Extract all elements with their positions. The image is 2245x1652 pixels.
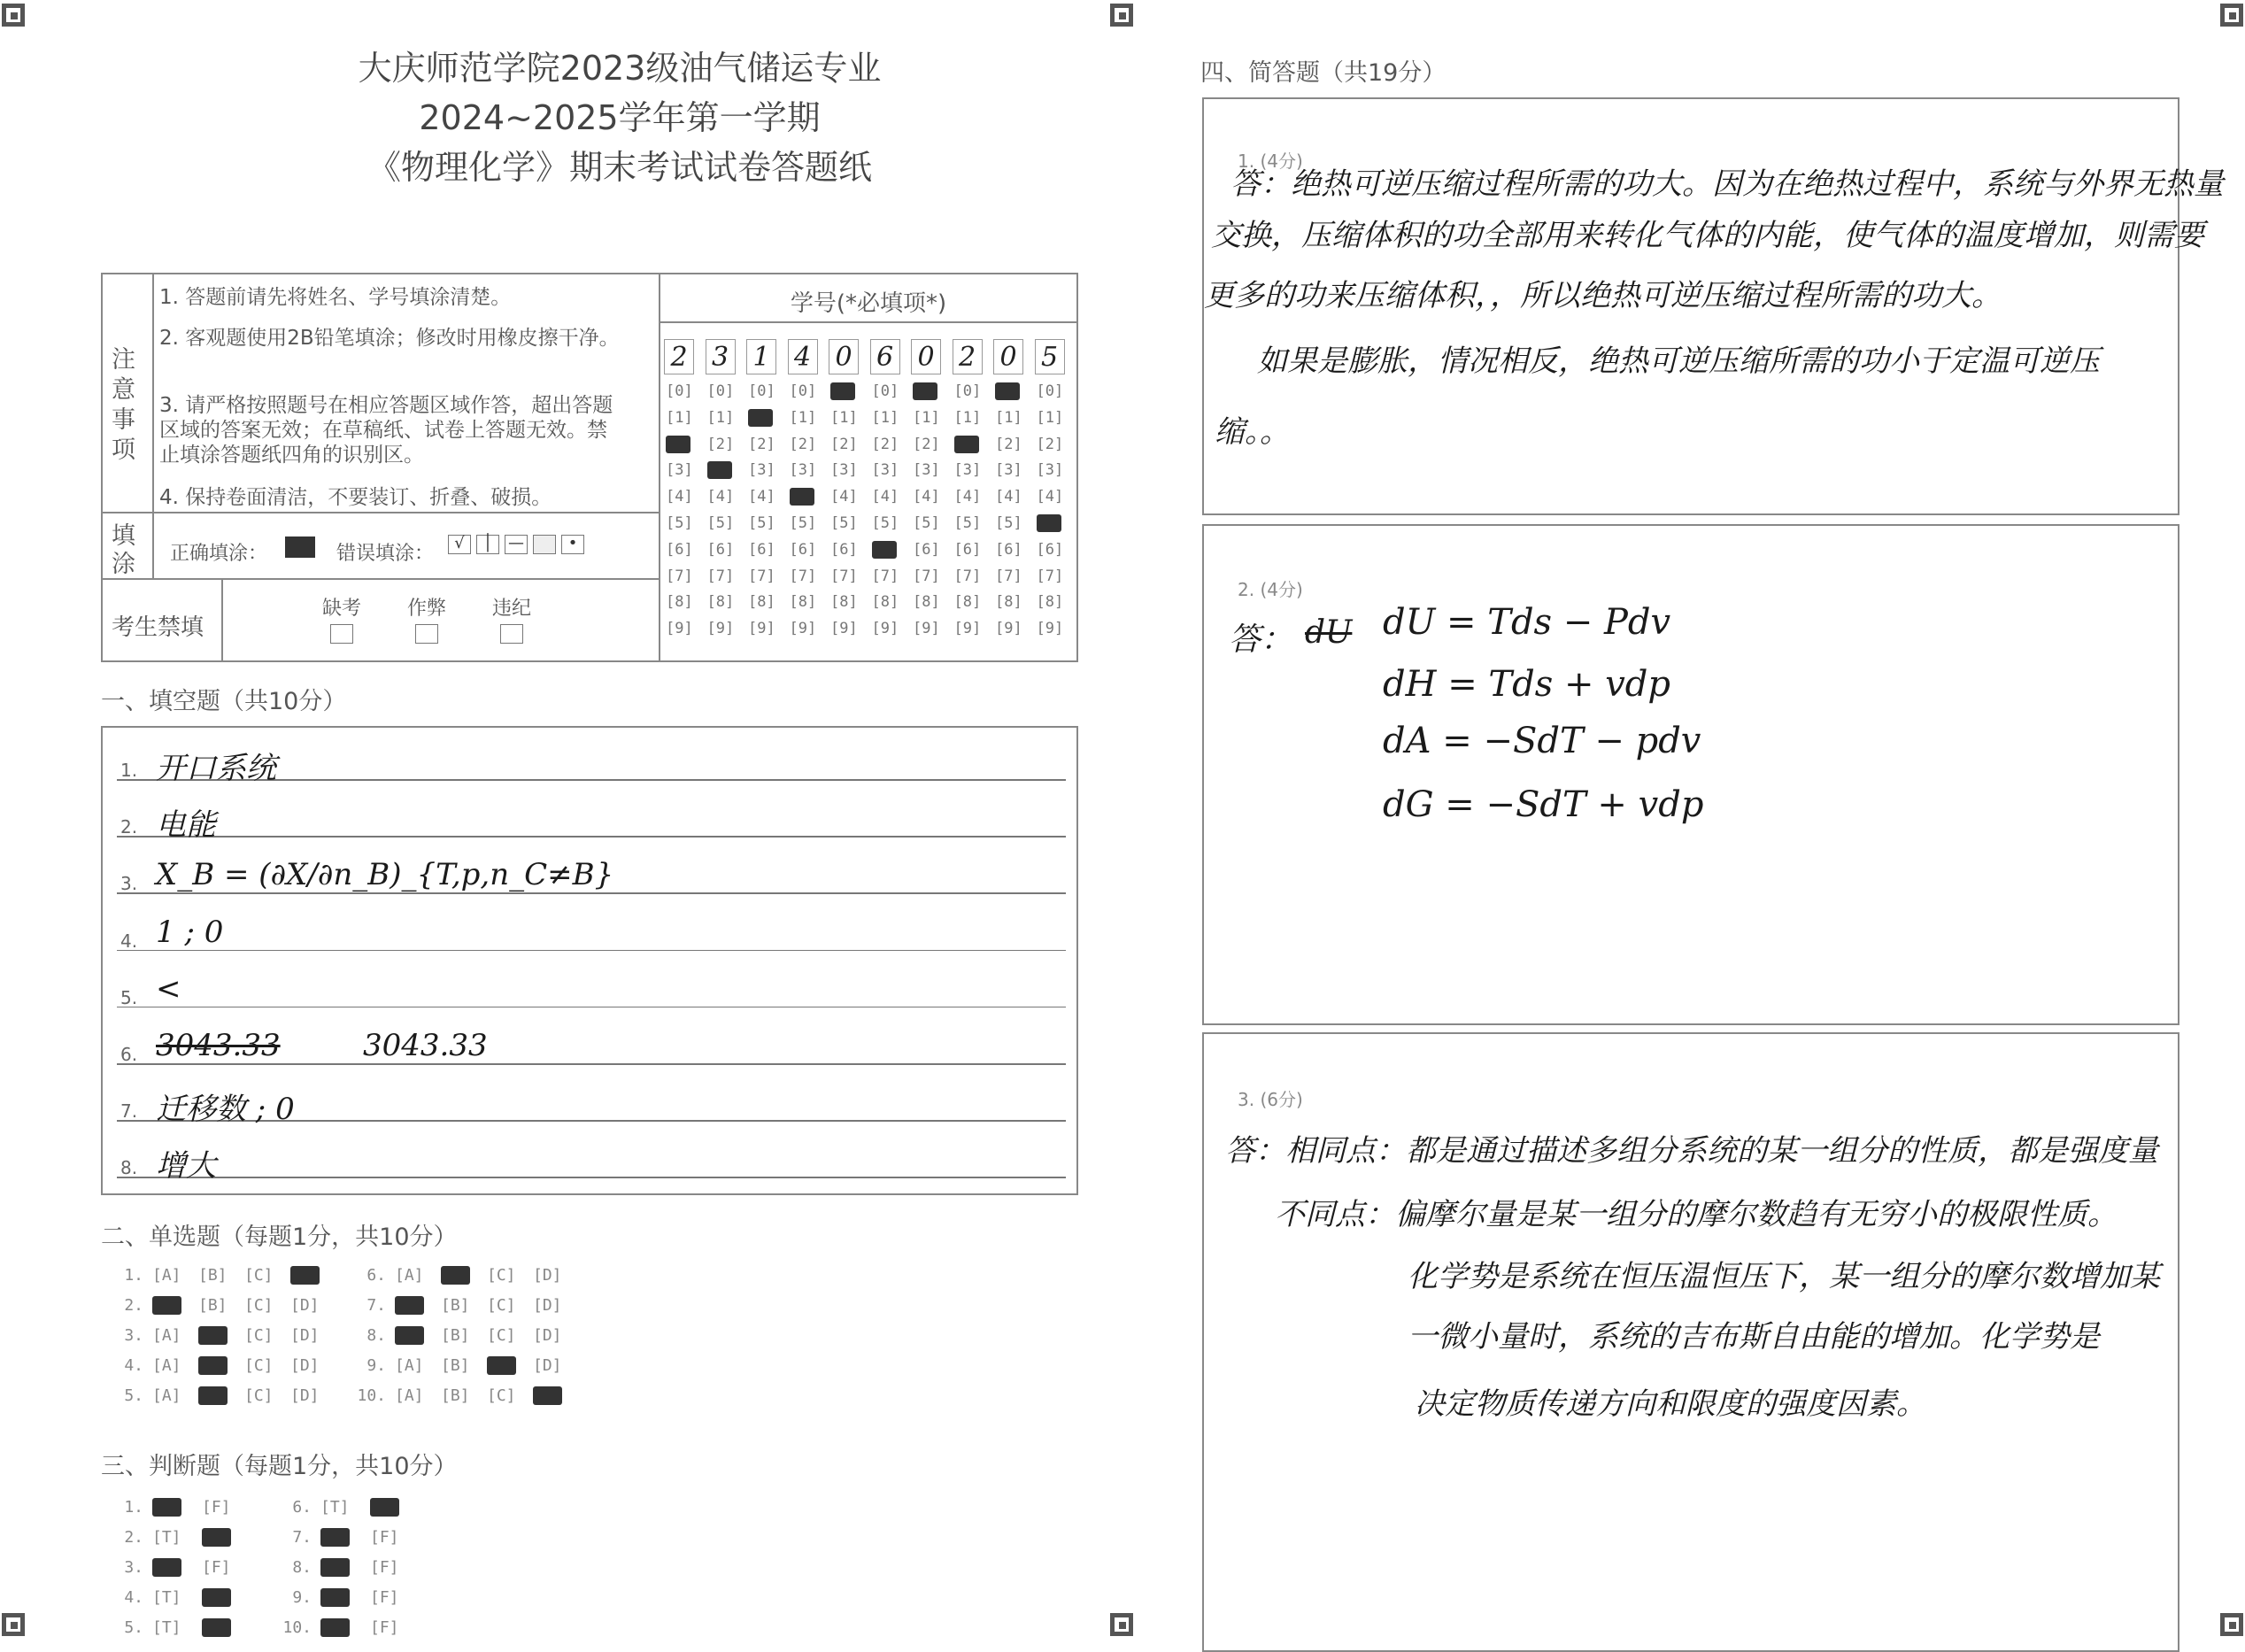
choice-bubble[interactable]: [F] <box>370 1618 399 1637</box>
student-id-bubble[interactable] <box>1037 514 1061 532</box>
student-id-bubble[interactable]: [1] <box>953 408 982 427</box>
q3-line-4: 一微小量时，系统的吉布斯自由能的增加。化学势是 <box>1408 1319 2100 1355</box>
answer-line <box>117 950 1066 952</box>
student-id-digit: 3 <box>706 339 736 374</box>
answer-line <box>117 892 1066 894</box>
q2-answer-box <box>1202 524 2179 1025</box>
student-id-bubble[interactable]: [4] <box>953 488 982 506</box>
student-id-bubble[interactable]: [3] <box>871 461 899 480</box>
choice-bubble[interactable]: [C] <box>487 1266 516 1285</box>
section1-title: 一、填空题（共10分） <box>101 688 347 715</box>
q3-label: 3. (6分) <box>1238 1089 1303 1110</box>
student-id-bubble[interactable]: [5] <box>748 514 775 532</box>
question-number: 6. <box>292 1498 312 1517</box>
question-number: 4. <box>124 1356 143 1375</box>
exam-title-line1: 大庆师范学院2023级油气储运专业 <box>358 49 882 88</box>
choice-bubble[interactable]: [D] <box>533 1326 562 1345</box>
student-id-bubble[interactable]: [3] <box>789 461 817 480</box>
student-id-digit: 1 <box>746 339 776 374</box>
question-number: 9. <box>366 1356 386 1375</box>
question-number: 3. <box>120 873 138 895</box>
student-id-bubble[interactable]: [0] <box>666 382 693 400</box>
answer-line <box>117 1007 1066 1008</box>
fill-in-answer: 迁移数 ; 0 <box>156 1092 295 1128</box>
question-number: 8. <box>292 1558 312 1577</box>
student-id-bubble[interactable] <box>872 541 897 559</box>
student-id-bubble[interactable]: [9] <box>953 620 982 638</box>
choice-bubble[interactable] <box>320 1528 350 1547</box>
student-id-bubble[interactable]: [6] <box>789 540 817 559</box>
choice-bubble[interactable] <box>487 1356 516 1375</box>
student-id-bubble[interactable]: [8] <box>1036 593 1064 612</box>
choice-bubble[interactable] <box>395 1296 424 1315</box>
student-id-bubble[interactable]: [3] <box>748 461 775 480</box>
student-id-bubble[interactable]: [1] <box>995 408 1022 427</box>
q3-line-1: 答：相同点：都是通过描述多组分系统的某一组分的性质，都是强度量 <box>1225 1133 2158 1169</box>
q1-line-1: 答：绝热可逆压缩过程所需的功大。因为在绝热过程中，系统与外界无热量 <box>1231 166 2224 202</box>
choice-bubble[interactable] <box>152 1498 181 1517</box>
q2-eq-2: dH = Tds + vdp <box>1383 664 1670 705</box>
student-id-bubble[interactable]: [6] <box>1036 540 1064 559</box>
exam-title-line2: 2024~2025学年第一学期 <box>419 98 821 137</box>
registration-mark <box>1110 1613 1133 1636</box>
student-id-bubble[interactable]: [2] <box>995 435 1022 453</box>
student-id-bubble[interactable]: [6] <box>953 540 982 559</box>
student-id-bubble[interactable]: [1] <box>789 408 817 427</box>
choice-bubble[interactable]: [C] <box>487 1386 516 1405</box>
choice-bubble[interactable] <box>202 1618 231 1637</box>
choice-bubble[interactable]: [F] <box>202 1558 231 1577</box>
student-id-bubble[interactable]: [9] <box>748 620 775 638</box>
student-id-bubble[interactable]: [5] <box>913 514 940 532</box>
wrong-fill-label: 错误填涂： <box>336 543 435 565</box>
q3-line-5: 决定物质传递方向和限度的强度因素。 <box>1415 1386 1926 1422</box>
question-number: 8. <box>366 1326 386 1345</box>
choice-bubble[interactable]: [B] <box>198 1266 228 1285</box>
student-id-bubble[interactable] <box>707 461 732 479</box>
student-id-bubble[interactable]: [7] <box>953 567 982 585</box>
question-number: 7. <box>366 1296 386 1315</box>
registration-mark <box>2220 1613 2243 1636</box>
student-id-bubble[interactable]: [9] <box>830 620 858 638</box>
violation-checkbox[interactable] <box>500 624 523 644</box>
notes-label: 注意事项 <box>112 346 135 464</box>
struck-answer: 3043.33 <box>156 1028 281 1063</box>
student-id-digit: 0 <box>911 339 941 374</box>
student-id-bubble[interactable]: [7] <box>1036 567 1064 585</box>
choice-bubble[interactable]: [C] <box>244 1356 274 1375</box>
student-id-bubble[interactable]: [7] <box>748 567 775 585</box>
student-id-bubble[interactable]: [7] <box>830 567 858 585</box>
student-id-bubble[interactable]: [7] <box>789 567 817 585</box>
choice-bubble[interactable]: [A] <box>152 1386 181 1405</box>
q2-eq-1: dU = Tds − Pdv <box>1383 602 1671 643</box>
question-number: 3. <box>124 1558 143 1577</box>
student-id-bubble[interactable]: [1] <box>666 408 693 427</box>
choice-bubble[interactable] <box>395 1326 424 1345</box>
student-id-bubble[interactable]: [9] <box>913 620 940 638</box>
student-id-bubble[interactable]: [3] <box>1036 461 1064 480</box>
choice-bubble[interactable]: [F] <box>202 1498 231 1517</box>
choice-bubble[interactable] <box>198 1356 228 1375</box>
choice-bubble[interactable]: [B] <box>441 1326 470 1345</box>
student-id-bubble[interactable]: [9] <box>995 620 1022 638</box>
choice-bubble[interactable] <box>202 1588 231 1607</box>
choice-bubble[interactable] <box>441 1266 470 1285</box>
student-id-bubble[interactable]: [4] <box>1036 488 1064 506</box>
student-id-digit: 2 <box>664 339 694 374</box>
choice-bubble[interactable] <box>152 1558 181 1577</box>
student-id-bubble[interactable]: [8] <box>748 593 775 612</box>
choice-bubble[interactable]: [D] <box>533 1356 562 1375</box>
student-id-bubble[interactable]: [8] <box>995 593 1022 612</box>
choice-bubble[interactable]: [A] <box>395 1356 424 1375</box>
choice-bubble[interactable] <box>198 1326 228 1345</box>
student-id-bubble[interactable]: [3] <box>913 461 940 480</box>
q2-prefix: 答： <box>1229 621 1293 658</box>
student-id-bubble[interactable]: [5] <box>995 514 1022 532</box>
fill-in-answer: 3043.33 <box>363 1028 488 1063</box>
student-id-bubble[interactable]: [8] <box>789 593 817 612</box>
choice-bubble[interactable]: [D] <box>290 1356 320 1375</box>
q1-line-2: 交换，压缩体积的功全部用来转化气体的内能，使气体的温度增加，则需要 <box>1211 218 2204 253</box>
student-id-bubble[interactable]: [8] <box>871 593 899 612</box>
choice-bubble[interactable]: [C] <box>487 1296 516 1315</box>
question-number: 1. <box>124 1498 143 1517</box>
fill-in-answer: X_B = (∂X/∂n_B)_{T,p,n_C≠B} <box>156 857 614 893</box>
student-id-bubble[interactable]: [3] <box>666 461 693 480</box>
student-id-bubble[interactable]: [9] <box>789 620 817 638</box>
choice-bubble[interactable]: [D] <box>290 1296 320 1315</box>
student-id-bubble[interactable] <box>995 382 1020 400</box>
question-number: 2. <box>124 1528 143 1547</box>
student-id-bubble[interactable]: [2] <box>913 435 940 453</box>
student-id-bubble[interactable]: [6] <box>995 540 1022 559</box>
q1-label: 1. (4分) <box>1238 151 1303 172</box>
choice-bubble[interactable]: [D] <box>290 1326 320 1345</box>
student-id-bubble[interactable]: [0] <box>789 382 817 400</box>
answer-line <box>117 1177 1066 1178</box>
student-id-label: 学号(*必填项*) <box>790 290 947 317</box>
student-id-bubble[interactable]: [7] <box>666 567 693 585</box>
student-id-bubble[interactable]: [4] <box>830 488 858 506</box>
student-id-bubble[interactable]: [0] <box>953 382 982 400</box>
q1-line-4: 如果是膨胀，情况相反，绝热可逆压缩所需的功小于定温可逆压 <box>1257 344 2100 379</box>
student-id-bubble[interactable]: [5] <box>789 514 817 532</box>
student-id-bubble[interactable] <box>748 409 773 427</box>
choice-bubble[interactable]: [C] <box>244 1326 274 1345</box>
student-id-bubble[interactable]: [9] <box>1036 620 1064 638</box>
answer-line <box>117 836 1066 838</box>
wrong-fill-samples: √ │ — • <box>448 535 590 554</box>
fill-in-answer: 电能 <box>156 807 216 844</box>
fill-in-answer: 1 ; 0 <box>156 914 224 950</box>
student-id-bubble[interactable]: [0] <box>748 382 775 400</box>
student-id-bubble[interactable]: [4] <box>706 488 735 506</box>
choice-bubble[interactable]: [B] <box>441 1296 470 1315</box>
question-number: 5. <box>124 1618 143 1637</box>
student-id-bubble[interactable]: [5] <box>706 514 735 532</box>
choice-bubble[interactable] <box>320 1558 350 1577</box>
student-id-digit: 0 <box>993 339 1023 374</box>
student-id-bubble[interactable]: [8] <box>953 593 982 612</box>
fill-in-answer: 开口系统 <box>156 751 276 786</box>
student-id-bubble[interactable]: [6] <box>913 540 940 559</box>
choice-bubble[interactable] <box>320 1618 350 1637</box>
choice-bubble[interactable]: [F] <box>370 1558 399 1577</box>
registration-mark <box>2 4 25 27</box>
student-id-bubble[interactable]: [4] <box>995 488 1022 506</box>
student-id-bubble[interactable]: [2] <box>871 435 899 453</box>
student-id-bubble[interactable]: [2] <box>789 435 817 453</box>
choice-bubble[interactable] <box>290 1266 320 1285</box>
q1-line-5: 缩。。 <box>1215 414 1290 450</box>
note-item-2: 2. 客观题使用2B铅笔填涂；修改时用橡皮擦干净。 <box>159 327 620 350</box>
student-id-bubble[interactable]: [4] <box>666 488 693 506</box>
student-id-bubble[interactable] <box>830 382 855 400</box>
student-id-bubble[interactable]: [8] <box>666 593 693 612</box>
student-id-bubble[interactable]: [2] <box>748 435 775 453</box>
question-number: 3. <box>124 1326 143 1345</box>
student-id-bubble[interactable]: [3] <box>995 461 1022 480</box>
choice-bubble[interactable] <box>152 1296 181 1315</box>
choice-bubble[interactable]: [B] <box>441 1386 470 1405</box>
section2-title: 二、单选题（每题1分，共10分） <box>101 1224 458 1251</box>
student-id-bubble[interactable]: [3] <box>830 461 858 480</box>
registration-mark <box>2220 4 2243 27</box>
q2-eq-4: dG = −SdT + vdp <box>1383 784 1704 825</box>
choice-bubble[interactable] <box>320 1588 350 1607</box>
choice-bubble[interactable]: [T] <box>152 1588 181 1607</box>
student-id-bubble[interactable]: [2] <box>706 435 735 453</box>
student-id-bubble[interactable]: [4] <box>871 488 899 506</box>
student-id-bubble[interactable]: [2] <box>1036 435 1064 453</box>
student-id-bubble[interactable]: [6] <box>748 540 775 559</box>
student-id-bubble[interactable]: [0] <box>706 382 735 400</box>
choice-bubble[interactable]: [A] <box>152 1266 181 1285</box>
student-id-bubble[interactable]: [8] <box>830 593 858 612</box>
registration-mark <box>1110 4 1133 27</box>
question-number: 6. <box>366 1266 386 1285</box>
student-id-bubble[interactable]: [5] <box>666 514 693 532</box>
student-id-bubble[interactable]: [4] <box>913 488 940 506</box>
student-id-bubble[interactable]: [6] <box>666 540 693 559</box>
q1-line-3: 更多的功来压缩体积，，所以绝热可逆压缩过程所需的功大。 <box>1204 278 2002 313</box>
student-id-digit: 2 <box>953 339 983 374</box>
note-item-3: 3. 请严格按照题号在相应答题区域作答，超出答题区域的答案无效；在草稿纸、试卷上答题无效。禁止填涂答题纸四角的识别区。 <box>159 394 613 467</box>
student-id-bubble[interactable]: [7] <box>871 567 899 585</box>
student-id-bubble[interactable] <box>666 436 690 453</box>
student-id-bubble[interactable] <box>790 488 814 506</box>
q3-line-3: 化学势是系统在恒压温恒压下，某一组分的摩尔数增加某 <box>1408 1259 2160 1294</box>
question-number: 5. <box>124 1386 143 1405</box>
choice-bubble[interactable]: [D] <box>533 1296 562 1315</box>
choice-bubble[interactable]: [A] <box>152 1326 181 1345</box>
student-id-digit: 6 <box>870 339 900 374</box>
student-id-digit: 5 <box>1035 339 1065 374</box>
question-number: 2. <box>124 1296 143 1315</box>
question-number: 5. <box>120 986 138 1008</box>
student-id-bubble[interactable]: [0] <box>871 382 899 400</box>
forbidden-cheat: 作弊 <box>402 593 451 644</box>
student-id-bubble[interactable]: [5] <box>830 514 858 532</box>
choice-bubble[interactable]: [C] <box>244 1266 274 1285</box>
q2-struck: dU <box>1305 614 1353 651</box>
question-number: 8. <box>120 1157 138 1179</box>
student-id-bubble[interactable]: [1] <box>1036 408 1064 427</box>
choice-bubble[interactable]: [T] <box>320 1498 350 1517</box>
choice-bubble[interactable]: [B] <box>441 1356 470 1375</box>
student-id-bubble[interactable]: [7] <box>913 567 940 585</box>
student-id-digit: 0 <box>829 339 859 374</box>
choice-bubble[interactable]: [C] <box>244 1296 274 1315</box>
q2-eq-3: dA = −SdT − pdv <box>1383 721 1701 761</box>
student-id-bubble[interactable]: [8] <box>913 593 940 612</box>
student-id-bubble[interactable]: [1] <box>830 408 858 427</box>
question-number: 4. <box>120 930 138 952</box>
student-id-bubble[interactable]: [3] <box>953 461 982 480</box>
question-number: 1. <box>124 1266 143 1285</box>
student-id-bubble[interactable] <box>954 436 979 453</box>
choice-bubble[interactable]: [F] <box>370 1528 399 1547</box>
student-id-bubble[interactable]: [4] <box>748 488 775 506</box>
choice-bubble[interactable] <box>198 1386 228 1405</box>
fill-in-answer: 增大 <box>156 1148 216 1185</box>
absent-checkbox[interactable] <box>330 624 353 644</box>
forbidden-label: 考生禁填 <box>112 614 204 641</box>
q3-line-2: 不同点：偏摩尔量是某一组分的摩尔数趋有无穷小的极限性质。 <box>1275 1197 2118 1232</box>
registration-mark <box>2 1613 25 1636</box>
q2-label: 2. (4分) <box>1238 579 1303 600</box>
question-number: 10. <box>357 1386 386 1405</box>
student-id-bubble[interactable]: [1] <box>706 408 735 427</box>
student-id-bubble[interactable]: [9] <box>871 620 899 638</box>
answer-line <box>117 1063 1066 1065</box>
choice-bubble[interactable]: [C] <box>487 1326 516 1345</box>
student-id-digit: 4 <box>788 339 818 374</box>
choice-bubble[interactable]: [D] <box>533 1266 562 1285</box>
student-id-bubble[interactable]: [5] <box>953 514 982 532</box>
question-number: 6. <box>120 1044 138 1065</box>
student-id-bubble[interactable]: [9] <box>706 620 735 638</box>
forbidden-violation: 违纪 <box>487 593 536 644</box>
question-number: 7. <box>292 1528 312 1547</box>
choice-bubble[interactable] <box>370 1498 399 1517</box>
exam-title-line3: 《物理化学》期末考试试卷答题纸 <box>366 148 872 187</box>
student-id-bubble[interactable]: [2] <box>830 435 858 453</box>
question-number: 4. <box>124 1588 143 1607</box>
student-id-bubble[interactable]: [6] <box>706 540 735 559</box>
choice-bubble[interactable] <box>533 1386 562 1405</box>
choice-bubble[interactable]: [C] <box>244 1386 274 1405</box>
fill-label: 填涂 <box>112 522 135 578</box>
question-number: 7. <box>120 1100 138 1123</box>
student-id-bubble[interactable]: [6] <box>830 540 858 559</box>
note-item-4: 4. 保持卷面清洁，不要装订、折叠、破损。 <box>159 486 552 509</box>
choice-bubble[interactable]: [B] <box>198 1296 228 1315</box>
student-id-bubble[interactable]: [7] <box>706 567 735 585</box>
section3-title: 三、判断题（每题1分，共10分） <box>101 1453 458 1480</box>
question-number: 9. <box>292 1588 312 1607</box>
choice-bubble[interactable]: [A] <box>395 1386 424 1405</box>
section4-title: 四、简答题（共19分） <box>1200 59 1447 87</box>
student-id-bubble[interactable]: [7] <box>995 567 1022 585</box>
note-item-1: 1. 答题前请先将姓名、学号填涂清楚。 <box>159 286 512 309</box>
question-number: 2. <box>120 816 138 838</box>
student-id-bubble[interactable]: [5] <box>871 514 899 532</box>
fill-in-answer: < <box>156 970 181 1007</box>
choice-bubble[interactable]: [D] <box>290 1386 320 1405</box>
choice-bubble[interactable]: [T] <box>152 1618 181 1637</box>
correct-fill-label: 正确填涂： <box>170 543 268 565</box>
choice-bubble[interactable]: [F] <box>370 1588 399 1607</box>
student-id-bubble[interactable]: [0] <box>1036 382 1064 400</box>
question-number: 10. <box>282 1618 312 1637</box>
student-id-bubble[interactable]: [1] <box>913 408 940 427</box>
forbidden-absent: 缺考 <box>317 593 366 644</box>
choice-bubble[interactable] <box>202 1528 231 1547</box>
choice-bubble[interactable]: [T] <box>152 1528 181 1547</box>
student-id-bubble[interactable] <box>913 382 937 400</box>
choice-bubble[interactable]: [A] <box>152 1356 181 1375</box>
choice-bubble[interactable]: [A] <box>395 1266 424 1285</box>
student-id-bubble[interactable]: [1] <box>871 408 899 427</box>
cheat-checkbox[interactable] <box>415 624 438 644</box>
student-id-bubble[interactable]: [9] <box>666 620 693 638</box>
correct-fill-sample <box>285 537 315 558</box>
question-number: 1. <box>120 760 138 781</box>
student-id-bubble[interactable]: [8] <box>706 593 735 612</box>
